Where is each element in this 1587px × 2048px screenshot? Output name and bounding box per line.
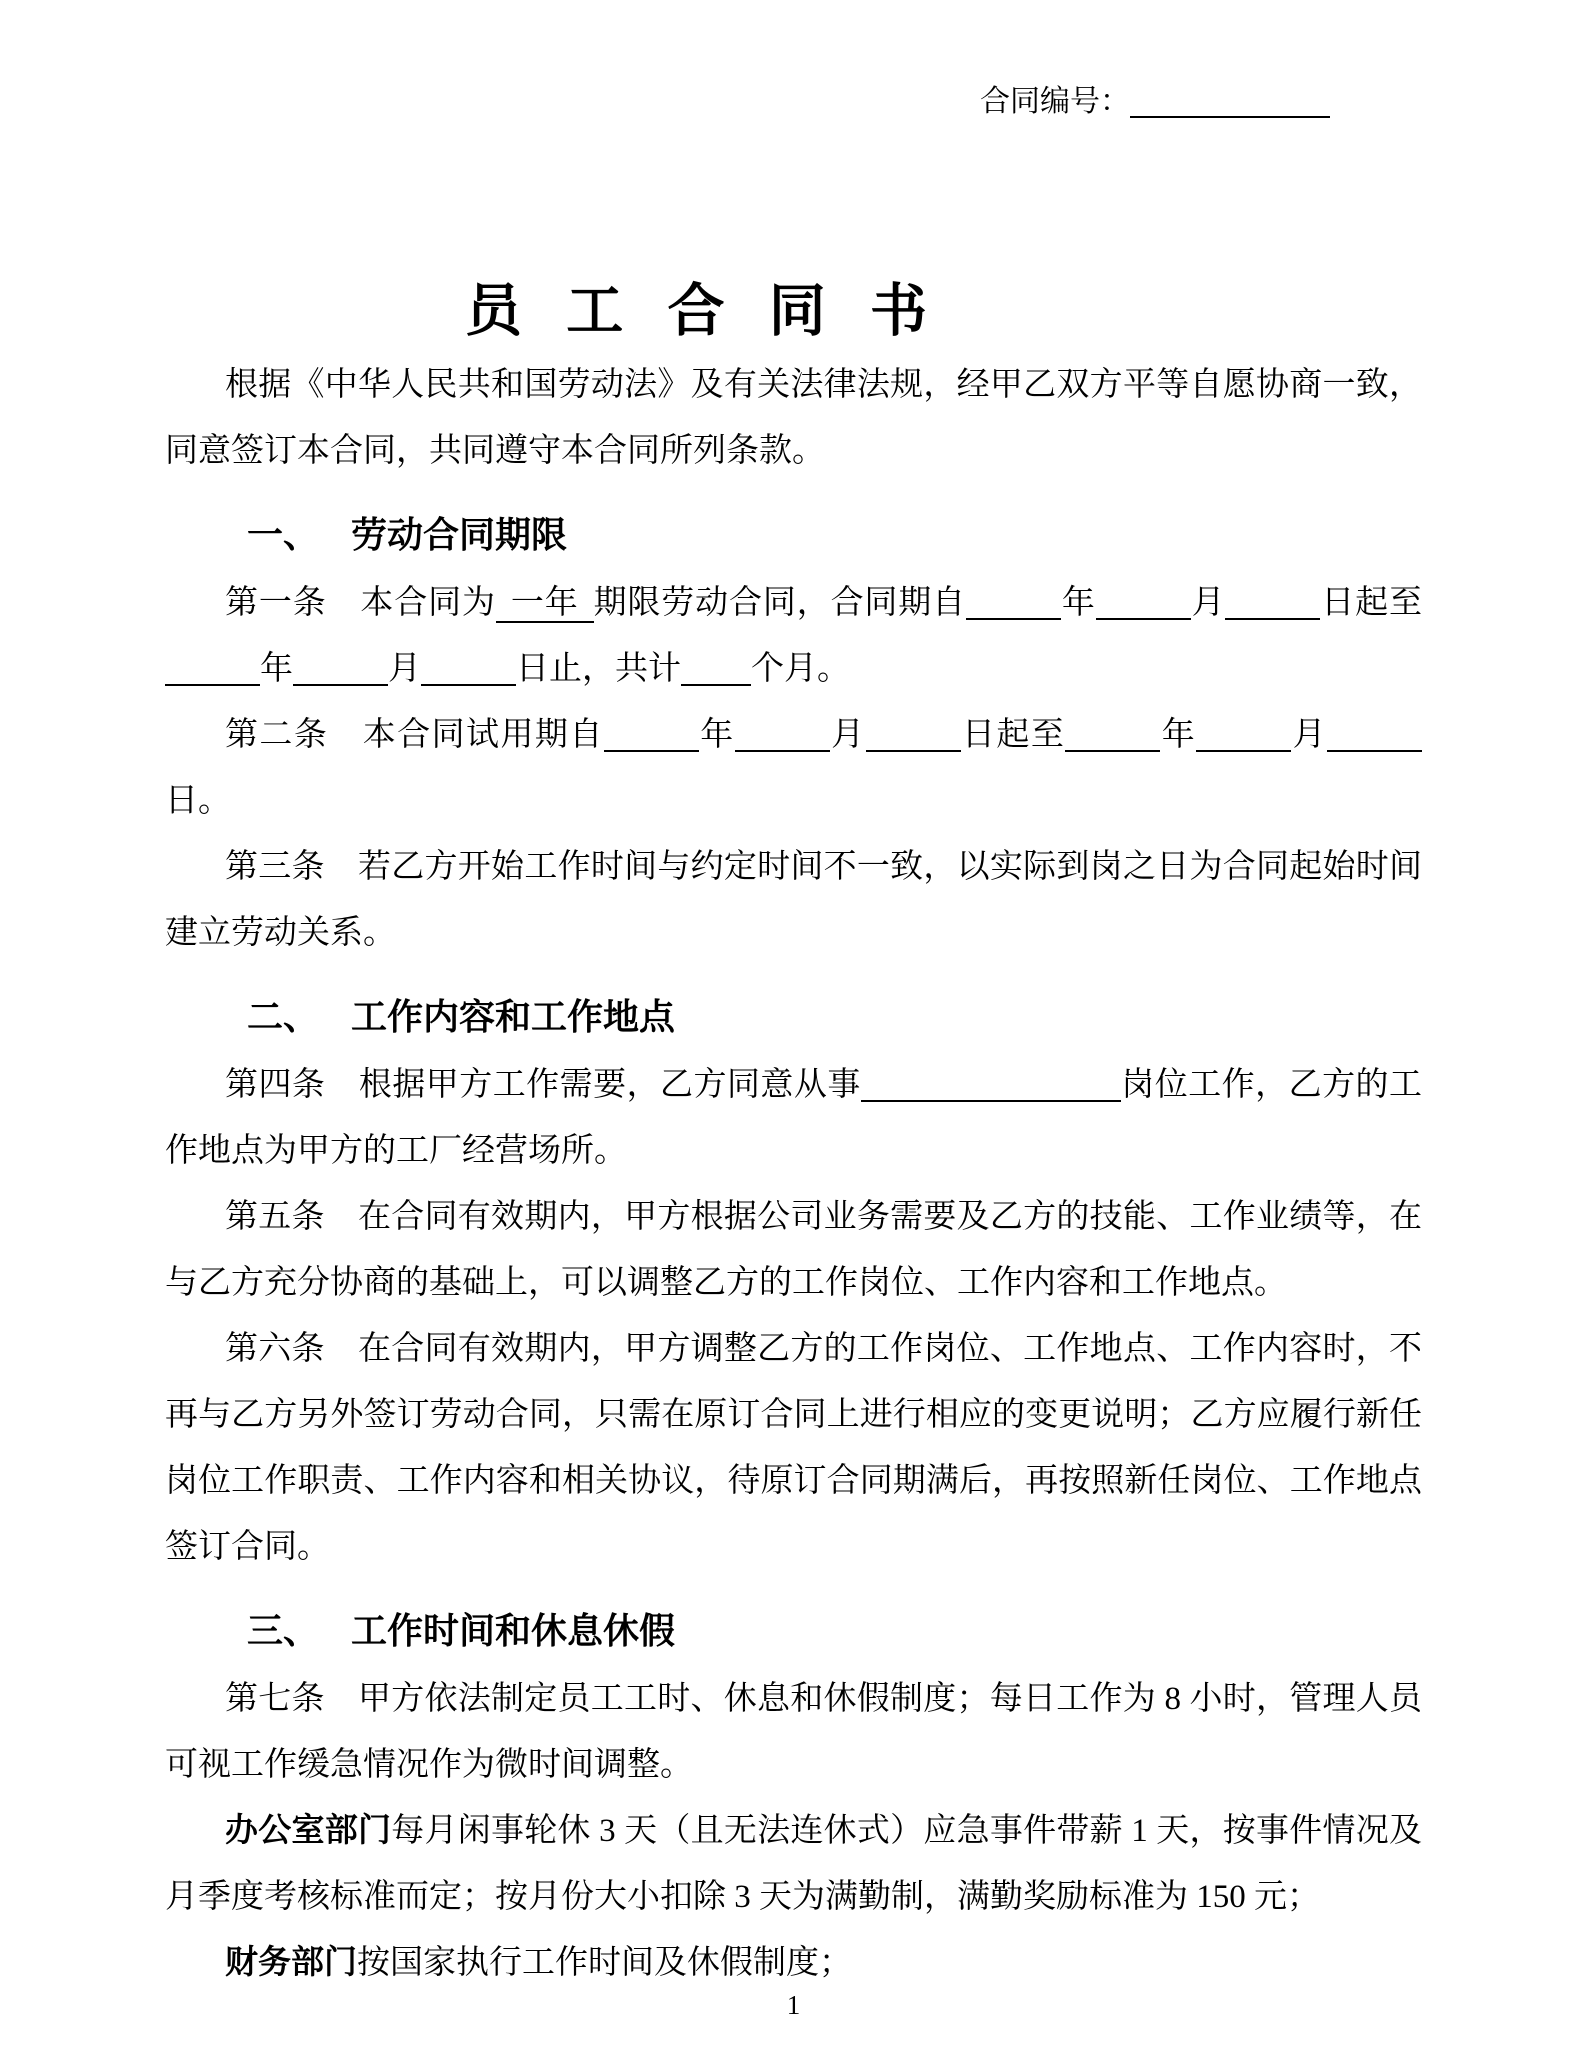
blank-field-year — [1065, 746, 1160, 752]
page-number: 1 — [786, 1990, 801, 2020]
article-1 — [165, 570, 1422, 702]
article-7 — [165, 1666, 1422, 1798]
section-heading-2 — [165, 992, 1422, 1042]
blank-field-year — [165, 680, 260, 686]
finance-department-text: 按国家执行工作时间及休假制度； — [357, 1945, 852, 1981]
article-5 — [165, 1184, 1422, 1316]
article-2-text: 日起至 — [960, 717, 1066, 753]
contract-number-label: 合同编号： — [980, 85, 1130, 118]
article-3 — [165, 834, 1422, 966]
section-1-number: 一、 — [247, 515, 320, 555]
article-2 — [165, 702, 1422, 834]
section-heading-1 — [165, 510, 1422, 560]
article-1-term-value: 一年 — [496, 585, 594, 623]
office-department-text: 每月闲事轮休 3 天（且无法连休式）应急事件带薪 1 天，按事件情况及月季度考核标准而定；按月份大小扣除 3 天为满勤制，满勤奖励标准为 150 元； — [165, 1813, 1423, 1915]
blank-field-month — [293, 680, 388, 686]
article-3-text: 第三条 若乙方开始工作时间与约定时间不一致，以实际到岗之日为合同起始时间建立劳动关系。 — [165, 849, 1422, 951]
article-1-text: 月 — [1190, 585, 1226, 621]
article-2-text: 年 — [698, 717, 735, 753]
blank-field-day — [1225, 614, 1320, 620]
article-1-text: 期限劳动合同，合同期自 — [593, 585, 967, 621]
contract-number-row — [980, 80, 1422, 124]
blank-field-month — [1096, 614, 1191, 620]
blank-field-position — [861, 1096, 1121, 1102]
article-4-text: 第四条 根据甲方工作需要，乙方同意从事 — [225, 1067, 861, 1103]
article-2-text: 第二条 本合同试用期自 — [225, 717, 604, 753]
blank-field-day — [421, 680, 516, 686]
section-heading-3 — [165, 1606, 1422, 1656]
contract-body — [165, 352, 1422, 1996]
section-2-title: 工作内容和工作地点 — [351, 997, 676, 1037]
article-2-text: 日。 — [165, 783, 231, 819]
office-department-clause — [165, 1798, 1422, 1930]
office-department-label: 办公室部门 — [225, 1813, 392, 1849]
blank-field-year — [966, 614, 1061, 620]
document-title: 员 工 合 同 书 — [465, 280, 927, 343]
blank-field-months-count — [681, 680, 751, 686]
section-1-title: 劳动合同期限 — [351, 515, 568, 555]
article-1-text: 年 — [1061, 585, 1096, 621]
article-7-text: 第七条 甲方依法制定员工工时、休息和休假制度；每日工作为 8 小时，管理人员可视工作缓急情况作为微时间调整。 — [165, 1681, 1422, 1783]
article-1-text: 日起至 — [1320, 585, 1423, 621]
section-2-number: 二、 — [247, 997, 320, 1037]
article-1-text: 年 — [260, 651, 293, 687]
article-1-text: 第一条 本合同为 — [225, 585, 496, 621]
article-2-text: 月 — [1291, 717, 1328, 753]
section-3-number: 三、 — [247, 1611, 320, 1651]
blank-field-month — [735, 746, 830, 752]
blank-field-year — [604, 746, 699, 752]
article-6-text: 第六条 在合同有效期内，甲方调整乙方的工作岗位、工作地点、工作内容时，不再与乙方另外签订劳动合同，只需在原订合同上进行相应的变更说明；乙方应履行新任岗位工作职责、工作内容和相关协议，待原订合同期满后，再按照新任岗位、工作地点签订合同。 — [165, 1331, 1422, 1565]
blank-field-month — [1196, 746, 1291, 752]
article-1-text: 日止，共计 — [516, 651, 681, 687]
blank-field-day — [866, 746, 961, 752]
article-4 — [165, 1052, 1422, 1184]
finance-department-label: 财务部门 — [225, 1945, 357, 1981]
contract-number-blank-field — [1130, 112, 1330, 118]
intro-text: 根据《中华人民共和国劳动法》及有关法律法规，经甲乙双方平等自愿协商一致，同意签订本合同，共同遵守本合同所列条款。 — [165, 367, 1422, 469]
article-1-text: 月 — [388, 651, 421, 687]
section-3-title: 工作时间和休息休假 — [351, 1611, 676, 1651]
article-2-text: 年 — [1160, 717, 1197, 753]
article-4-text: 岗位工作，乙方的工作地点为甲方的工厂经营场所。 — [165, 1067, 1423, 1169]
blank-field-day — [1327, 746, 1422, 752]
article-2-text: 月 — [829, 717, 866, 753]
intro-paragraph — [165, 352, 1422, 484]
article-5-text: 第五条 在合同有效期内，甲方根据公司业务需要及乙方的技能、工作业绩等，在与乙方充分协商的基础上，可以调整乙方的工作岗位、工作内容和工作地点。 — [165, 1199, 1422, 1301]
article-1-text: 个月。 — [751, 651, 850, 687]
article-6 — [165, 1316, 1422, 1580]
finance-department-clause — [165, 1930, 1422, 1996]
